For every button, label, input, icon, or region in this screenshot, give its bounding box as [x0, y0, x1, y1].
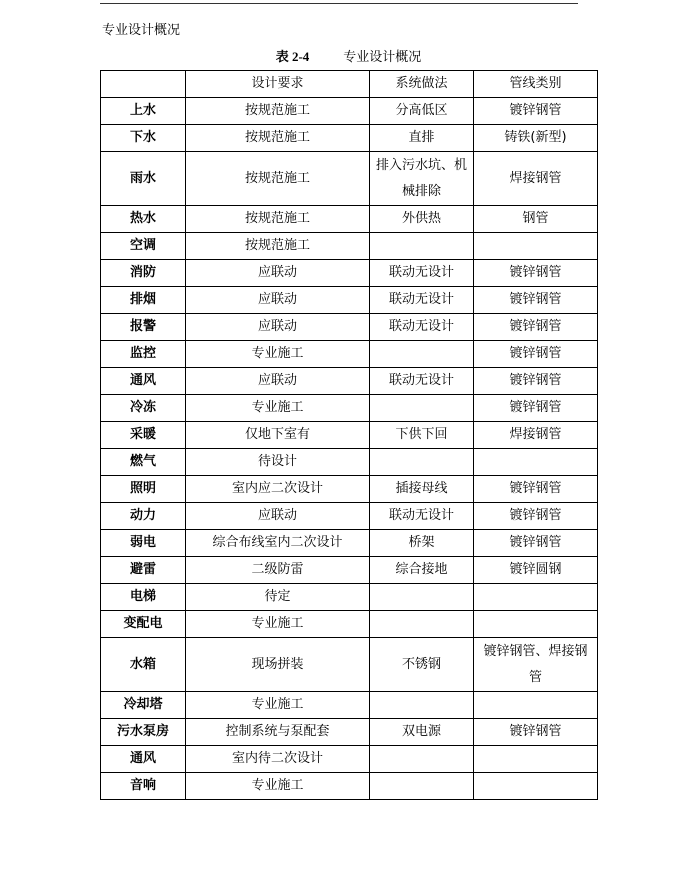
cell-system: 双电源	[370, 719, 474, 746]
cell-requirement: 按规范施工	[186, 125, 370, 152]
cell-pipe	[474, 233, 598, 260]
cell-name: 通风	[101, 746, 186, 773]
cell-name: 空调	[101, 233, 186, 260]
cell-pipe	[474, 692, 598, 719]
table-row	[101, 746, 598, 773]
cell-pipe	[474, 449, 598, 476]
table-row	[101, 206, 598, 233]
table-row	[101, 395, 598, 422]
cell-requirement: 二级防雷	[186, 557, 370, 584]
cell-pipe	[474, 773, 598, 800]
cell-system	[370, 233, 474, 260]
table-row	[101, 368, 598, 395]
cell-name: 监控	[101, 341, 186, 368]
cell-requirement: 专业施工	[186, 341, 370, 368]
cell-system: 联动无设计	[370, 368, 474, 395]
header-cell-system: 系统做法	[370, 71, 474, 98]
cell-pipe: 铸铁(新型)	[474, 125, 598, 152]
cell-system: 联动无设计	[370, 287, 474, 314]
cell-requirement: 应联动	[186, 260, 370, 287]
cell-pipe: 镀锌钢管	[474, 719, 598, 746]
cell-name: 排烟	[101, 287, 186, 314]
cell-pipe: 镀锌钢管	[474, 503, 598, 530]
cell-name: 动力	[101, 503, 186, 530]
cell-name: 照明	[101, 476, 186, 503]
cell-system: 分高低区	[370, 98, 474, 125]
table-row	[101, 287, 598, 314]
table-caption	[100, 48, 597, 67]
table-row	[101, 422, 598, 449]
table-row	[101, 638, 598, 692]
cell-requirement: 现场拼装	[186, 638, 370, 692]
cell-name: 冷冻	[101, 395, 186, 422]
cell-system: 联动无设计	[370, 503, 474, 530]
cell-requirement: 应联动	[186, 368, 370, 395]
cell-name: 报警	[101, 314, 186, 341]
table-body	[101, 98, 598, 800]
table-row	[101, 503, 598, 530]
cell-requirement: 应联动	[186, 314, 370, 341]
table-row	[101, 314, 598, 341]
cell-name: 燃气	[101, 449, 186, 476]
cell-requirement: 待定	[186, 584, 370, 611]
cell-name: 水箱	[101, 638, 186, 692]
cell-name: 上水	[101, 98, 186, 125]
cell-system: 直排	[370, 125, 474, 152]
cell-system: 桥架	[370, 530, 474, 557]
cell-requirement: 室内待二次设计	[186, 746, 370, 773]
table-row	[101, 719, 598, 746]
page-top-rule	[100, 3, 578, 4]
cell-pipe: 镀锌钢管	[474, 341, 598, 368]
cell-pipe: 镀锌钢管	[474, 287, 598, 314]
cell-requirement: 应联动	[186, 287, 370, 314]
cell-pipe	[474, 584, 598, 611]
table-row	[101, 692, 598, 719]
cell-system: 综合接地	[370, 557, 474, 584]
cell-pipe: 镀锌钢管	[474, 314, 598, 341]
cell-system	[370, 395, 474, 422]
cell-pipe: 焊接钢管	[474, 422, 598, 449]
table-row	[101, 530, 598, 557]
table-row	[101, 557, 598, 584]
cell-name: 弱电	[101, 530, 186, 557]
section-heading: 专业设计概况	[102, 23, 181, 38]
cell-name: 变配电	[101, 611, 186, 638]
cell-requirement: 仅地下室有	[186, 422, 370, 449]
table-row	[101, 476, 598, 503]
cell-name: 热水	[101, 206, 186, 233]
cell-name: 电梯	[101, 584, 186, 611]
cell-requirement: 室内应二次设计	[186, 476, 370, 503]
cell-system: 插接母线	[370, 476, 474, 503]
cell-system: 外供热	[370, 206, 474, 233]
cell-requirement: 按规范施工	[186, 206, 370, 233]
header-cell-requirement: 设计要求	[186, 71, 370, 98]
table-caption-number: 表 2-4	[275, 49, 310, 64]
cell-pipe: 镀锌钢管	[474, 260, 598, 287]
cell-system: 不锈钢	[370, 638, 474, 692]
cell-requirement: 待设计	[186, 449, 370, 476]
design-overview-table	[100, 70, 598, 800]
table-row	[101, 341, 598, 368]
cell-requirement: 按规范施工	[186, 233, 370, 260]
cell-pipe: 镀锌钢管	[474, 368, 598, 395]
table-row	[101, 773, 598, 800]
cell-requirement: 专业施工	[186, 692, 370, 719]
cell-requirement: 专业施工	[186, 611, 370, 638]
cell-name: 冷却塔	[101, 692, 186, 719]
cell-system	[370, 449, 474, 476]
header-cell-name	[101, 71, 186, 98]
cell-pipe: 镀锌钢管	[474, 98, 598, 125]
cell-pipe: 镀锌钢管	[474, 530, 598, 557]
table-caption-title: 专业设计概况	[343, 50, 422, 65]
cell-system	[370, 746, 474, 773]
cell-name: 通风	[101, 368, 186, 395]
cell-system: 联动无设计	[370, 314, 474, 341]
table-row	[101, 449, 598, 476]
table-row	[101, 233, 598, 260]
table-header-row	[101, 71, 598, 98]
cell-requirement: 专业施工	[186, 773, 370, 800]
cell-requirement: 专业施工	[186, 395, 370, 422]
table-row	[101, 584, 598, 611]
cell-system	[370, 611, 474, 638]
cell-name: 避雷	[101, 557, 186, 584]
header-cell-pipe: 管线类别	[474, 71, 598, 98]
cell-requirement: 应联动	[186, 503, 370, 530]
cell-name: 污水泵房	[101, 719, 186, 746]
table-row	[101, 125, 598, 152]
cell-requirement: 按规范施工	[186, 98, 370, 125]
cell-requirement: 按规范施工	[186, 152, 370, 206]
cell-system: 下供下回	[370, 422, 474, 449]
cell-system	[370, 584, 474, 611]
cell-pipe: 镀锌圆钢	[474, 557, 598, 584]
cell-pipe	[474, 746, 598, 773]
table-row	[101, 260, 598, 287]
cell-pipe: 镀锌钢管	[474, 395, 598, 422]
cell-system: 联动无设计	[370, 260, 474, 287]
cell-pipe: 镀锌钢管、焊接钢管	[474, 638, 598, 692]
table-row	[101, 98, 598, 125]
cell-pipe: 焊接钢管	[474, 152, 598, 206]
cell-name: 音响	[101, 773, 186, 800]
cell-system	[370, 773, 474, 800]
table-row	[101, 152, 598, 206]
cell-pipe: 镀锌钢管	[474, 476, 598, 503]
cell-name: 采暖	[101, 422, 186, 449]
cell-requirement: 综合布线室内二次设计	[186, 530, 370, 557]
cell-pipe: 钢管	[474, 206, 598, 233]
cell-system	[370, 692, 474, 719]
table-row	[101, 611, 598, 638]
cell-requirement: 控制系统与泵配套	[186, 719, 370, 746]
cell-name: 雨水	[101, 152, 186, 206]
cell-name: 消防	[101, 260, 186, 287]
cell-pipe	[474, 611, 598, 638]
cell-system	[370, 341, 474, 368]
cell-system: 排入污水坑、机械排除	[370, 152, 474, 206]
cell-name: 下水	[101, 125, 186, 152]
